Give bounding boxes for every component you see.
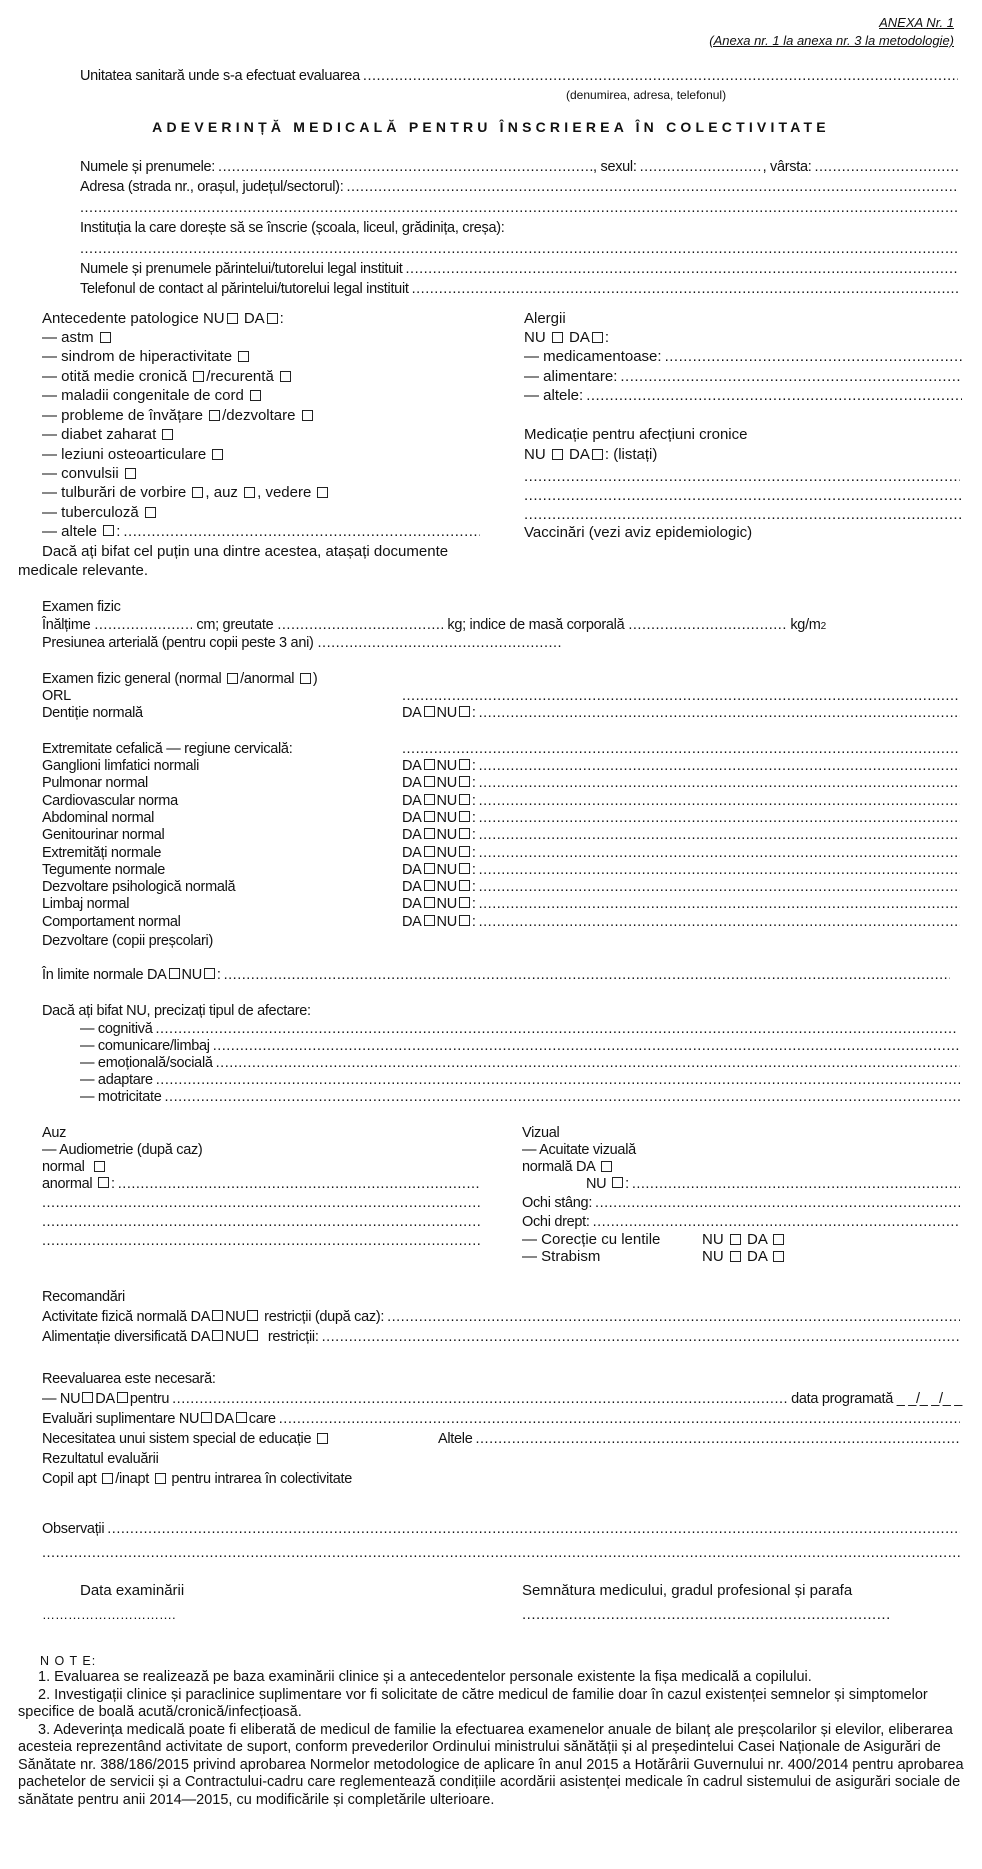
exam-row-label: Pulmonar normal [42,775,148,792]
activity-nu-checkbox[interactable] [247,1310,258,1321]
exam-row-input[interactable] [479,809,960,827]
special-education: Necesitatea unui sistem special de educație [42,1430,330,1448]
otitis-recurrent-checkbox[interactable] [280,371,291,382]
tb-checkbox[interactable] [145,507,156,518]
exam-da-checkbox[interactable] [424,863,435,874]
doctor-signature-input[interactable] [522,1606,890,1624]
exam-row-field: DA NU : ..... [402,861,960,879]
speech-checkbox[interactable] [192,487,203,498]
others-field: Altele ..... [438,1430,960,1448]
exam-row-input[interactable] [479,913,960,931]
strabism-choice: NU DA [702,1248,786,1266]
pathology-item-tb: — tuberculoză [42,504,158,522]
pathology-item-astm: — astm [42,329,113,347]
exam-row-input[interactable] [479,844,960,862]
doctor-signature-label: Semnătura medicului, gradul profesional și parafa [522,1582,853,1599]
address-input[interactable] [346,178,958,196]
orl-label: ORL [42,688,71,704]
general-exam-heading: Examen fizic general (normal /anormal ) [42,671,318,687]
vision-da-checkbox[interactable] [601,1161,612,1172]
parent-name-label: Numele și prenumele părintelui/tutorelui legal instituit [80,261,403,277]
observations-field: Observații ..... [42,1520,960,1538]
hearing-abnormal-checkbox[interactable] [98,1177,109,1188]
exam-row-label: Dezvoltare psihologică normală [42,879,236,896]
lens-label: — Corecție cu lentile [522,1231,661,1248]
impairment-adaptation: — adaptare ..... [80,1071,960,1089]
notes-heading: N O T E: [40,1654,97,1668]
exam-row-input[interactable] [479,792,960,810]
blood-pressure-input[interactable] [318,634,562,652]
document-title: ADEVERINȚĂ MEDICALĂ PENTRU ÎNSCRIEREA ÎN COLECTIVITATE [152,119,830,135]
acuity-label: — Acuitate vizuală [522,1142,636,1158]
exam-nu-checkbox[interactable] [459,828,470,839]
parent-phone-field [80,280,958,298]
allergy-food: — alimentare: ..... [524,368,962,386]
exam-da-checkbox[interactable] [424,776,435,787]
allergies-da-checkbox[interactable] [592,332,603,343]
pathology-item-learning: — probleme de învățare /dezvoltare [42,407,315,425]
extra-da-checkbox[interactable] [236,1412,247,1423]
exam-row-input[interactable] [479,826,960,844]
address-line-2[interactable] [80,199,958,217]
exam-nu-checkbox[interactable] [459,915,470,926]
pathology-item-disorders: — tulburări de vorbire , auz , vedere [42,484,330,502]
exam-da-checkbox[interactable] [424,846,435,857]
dentition-nu-checkbox[interactable] [459,706,470,717]
hearing-normal: normal [42,1158,107,1176]
exam-row-label: Limbaj normal [42,896,130,913]
medication-line-3[interactable] [524,506,962,524]
unfit-checkbox[interactable] [155,1473,166,1484]
recommendations-heading: Recomandări [42,1289,125,1305]
vision-nu-field: NU : ..... [586,1175,960,1193]
sex-label: , sexul: [593,159,637,175]
exam-row-field: DA NU : ..... [402,895,960,913]
blood-pressure-field: Presiunea arterială (pentru copii peste 3 ani) ..... [42,634,562,652]
exam-row-label: Comportament normal [42,913,181,930]
pathology-item-heart: — maladii congenitale de cord [42,387,263,405]
exam-date-input[interactable]: …………………………. [42,1607,176,1622]
activity-field: Activitate fizică normală DA NU restricții (după caz): ..... [42,1308,960,1326]
general-abnormal-checkbox[interactable] [300,673,311,684]
general-normal-checkbox[interactable] [227,673,238,684]
pathology-item-otitis: — otită medie cronică /recurentă [42,368,293,386]
osteo-checkbox[interactable] [212,449,223,460]
medication-heading: Medicație pentru afecțiuni cronice [524,426,748,443]
bmi-input[interactable] [628,616,786,634]
vision-checkbox[interactable] [317,487,328,498]
parent-phone-label: Telefonul de contact al părintelui/tutorelui legal instituit [80,281,409,297]
address-label: Adresa (strada nr., orașul, județul/sectorul): [80,179,344,195]
pathology-item-convulsions: — convulsii [42,465,138,483]
otitis-chronic-checkbox[interactable] [193,371,204,382]
fitness-field: Copil apt /inapt pentru intrarea în colectivitate [42,1471,353,1487]
exam-row-field: DA NU : ..... [402,792,960,810]
diabetes-checkbox[interactable] [162,429,173,440]
exam-da-checkbox[interactable] [424,828,435,839]
pathology-item-osteo: — leziuni osteoarticulare [42,446,225,464]
dentition-da-checkbox[interactable] [424,706,435,717]
age-label: , vârsta: [762,159,812,175]
exam-nu-checkbox[interactable] [459,759,470,770]
impairment-heading: Dacă ați bifat NU, precizați tipul de afectare: [42,1003,311,1019]
exam-row-label: Ganglioni limfatici normali [42,758,200,774]
exam-row-label: Extremități normale [42,844,162,861]
exam-row-input[interactable] [479,774,960,792]
limits-nu-checkbox[interactable] [204,968,215,979]
exam-row-field: DA NU : ..... [402,826,960,844]
exam-row-field: DA NU : ..... [402,844,960,862]
exam-da-checkbox[interactable] [424,794,435,805]
activity-da-checkbox[interactable] [212,1310,223,1321]
exam-nu-checkbox[interactable] [459,897,470,908]
physical-heading: Examen fizic [42,599,121,615]
institution-input[interactable] [80,240,958,258]
unit-input[interactable] [363,67,958,85]
impairment-emotional: — emoțională/socială ..... [80,1054,960,1072]
exam-da-checkbox[interactable] [424,880,435,891]
note-3: 3. Adeverința medicală poate fi eliberată de medicul de familie la efectuarea examenelor anuale de bilanț ale preșcolarilor și elevilor, eliberarea acesteia reprezentând activitate de suport, conform prevederilor Ordinului ministrului sănătății și al președintelui Casei Naționale de Asigurări de Sănătate nr. 388/186/2015 privind aprobarea Normelor metodologice de aplicare în anul 2015 a Hotărârii Guvernului nr. 400/2014 pentru aprobarea pachetelor de servicii și a Contractului-cadru care reglementează condițiile acordării asistenței medicale în cadrul sistemului de asigurări sociale de sănătate pentru anii 2014—2015, cu modificările și completările ulterioare. [18,1721,964,1808]
reevaluation-field: — NU DA pentru ..... data programată _ _/_ _/_ _ [42,1390,962,1408]
result-heading: Rezultatul evaluării [42,1451,159,1467]
pathology-item-diabetes: — diabet zaharat [42,426,175,444]
diet-da-checkbox[interactable] [212,1330,223,1341]
annex-subtitle: (Anexa nr. 1 la anexa nr. 3 la metodologie) [709,33,954,48]
dentition-field: DA NU : ..... [402,704,960,722]
limits-da-checkbox[interactable] [169,968,180,979]
name-input[interactable] [218,158,593,176]
strabism-da-checkbox[interactable] [773,1251,784,1262]
unit-label: Unitatea sanitară unde s-a efectuat evaluarea [80,68,360,84]
exam-row-field: DA NU : ..... [402,809,960,827]
reeval-da-checkbox[interactable] [117,1392,128,1403]
unit-hint: (denumirea, adresa, telefonul) [566,88,727,102]
extra-evaluations-field: Evaluări suplimentare NU DA care ..... [42,1410,960,1428]
institution-label: Instituția la care dorește să se înscrie (școala, liceul, grădinița, creșa): [80,220,505,236]
exam-nu-checkbox[interactable] [459,880,470,891]
pathology-note-2: medicale relevante. [18,562,149,579]
exam-nu-checkbox[interactable] [459,846,470,857]
vision-nu-checkbox[interactable] [612,1177,623,1188]
reeval-nu-checkbox[interactable] [82,1392,93,1403]
exam-row-field: DA NU : ..... [402,774,960,792]
vaccinations-label: Vaccinări (vezi aviz epidemiologic) [524,524,753,541]
note-2: 2. Investigații clinice și paraclinice suplimentare vor fi solicitate de către medicul de familie doar în cazul existenței semnelor și simptomelor specifice de boală acută/cronică/infecțioasă. [18,1686,928,1720]
weight-input[interactable] [277,616,443,634]
medication-line-1[interactable] [524,468,960,486]
exam-row-field: DA NU : ..... [402,757,960,775]
exam-row-label: Abdominal normal [42,809,155,826]
hearing-line-3[interactable] [42,1232,480,1250]
identity-row [80,158,958,176]
exam-nu-checkbox[interactable] [459,776,470,787]
exam-row-field: DA NU : ..... [402,913,960,931]
vision-heading: Vizual [522,1125,560,1141]
hearing-line-1[interactable] [42,1194,480,1212]
cephalic-label: Extremitate cefalică — regiune cervicală: [42,741,293,757]
allergy-other: — altele: ..... [524,387,962,405]
exam-da-checkbox[interactable] [424,897,435,908]
impairment-communication: — comunicare/limbaj ..... [80,1037,960,1055]
exam-row-label: Cardiovascular norma [42,792,178,809]
pathology-item-hyperactivity: — sindrom de hiperactivitate [42,348,251,366]
observations-line-2[interactable] [42,1544,962,1562]
allergies-choice: NU DA : [524,329,610,346]
pathology-item-other: — altele : ..... [42,523,480,541]
exam-row-input[interactable] [479,757,960,775]
astm-checkbox[interactable] [100,332,111,343]
vision-normal-da: normală DA [522,1158,614,1176]
exam-da-checkbox[interactable] [424,759,435,770]
age-input[interactable] [814,158,958,176]
strabism-nu-checkbox[interactable] [730,1251,741,1262]
allergies-nu-checkbox[interactable] [552,332,563,343]
cephalic-input[interactable] [402,740,960,758]
allergy-medication: — medicamentoase: ..... [524,348,962,366]
hearing-checkbox[interactable] [244,487,255,498]
medication-line-2[interactable] [524,487,962,505]
reeval-reason-input[interactable] [172,1390,787,1408]
learning-checkbox[interactable] [209,410,220,421]
parent-name-input[interactable] [406,260,958,278]
extra-nu-checkbox[interactable] [201,1412,212,1423]
diet-nu-checkbox[interactable] [247,1330,258,1341]
parent-phone-input[interactable] [412,280,958,298]
exam-row-input[interactable] [479,861,960,879]
orl-input[interactable] [402,687,960,705]
name-label: Numele și prenumele: [80,159,216,175]
pathology-nu-checkbox[interactable] [227,313,238,324]
scheduled-date-input[interactable]: _ _/_ _/_ _ [896,1391,962,1407]
heart-checkbox[interactable] [250,390,261,401]
medication-da-checkbox[interactable] [592,449,603,460]
note-1: 1. Evaluarea se realizează pe baza examinării clinice și a antecedentelor personale existente la fișa medicală a copilului. [38,1669,812,1685]
exam-nu-checkbox[interactable] [459,863,470,874]
development-checkbox[interactable] [302,410,313,421]
lens-da-checkbox[interactable] [773,1234,784,1245]
sex-input[interactable] [640,158,763,176]
special-education-checkbox[interactable] [317,1433,328,1444]
hearing-abnormal: anormal : ..... [42,1175,480,1193]
strabism-label: — Strabism [522,1248,601,1265]
other-checkbox[interactable] [103,525,114,536]
notes-list [18,1669,966,1809]
exam-nu-checkbox[interactable] [459,794,470,805]
exam-da-checkbox[interactable] [424,811,435,822]
height-input[interactable] [94,616,192,634]
audiometry-label: — Audiometrie (după caz) [42,1142,203,1158]
hearing-heading: Auz [42,1125,67,1141]
exam-nu-checkbox[interactable] [459,811,470,822]
pathology-da-checkbox[interactable] [267,313,278,324]
exam-da-checkbox[interactable] [424,915,435,926]
unit-field[interactable] [80,67,958,85]
lens-nu-checkbox[interactable] [730,1234,741,1245]
reevaluation-heading: Reevaluarea este necesară: [42,1371,216,1387]
normal-limits-field: În limite normale DA NU : ..... [42,966,950,984]
preschool-label: Dezvoltare (copii preșcolari) [42,933,213,949]
exam-row-input[interactable] [479,895,960,913]
medication-nu-checkbox[interactable] [552,449,563,460]
left-eye-field: Ochi stâng: ..... [522,1194,960,1212]
exam-row-input[interactable] [479,878,960,896]
impairment-cognitive: — cognitivă ..... [80,1020,958,1038]
exam-row-label: Tegumente normale [42,861,166,878]
fit-checkbox[interactable] [102,1473,113,1484]
exam-row-field: DA NU : ..... [402,878,960,896]
allergies-heading: Alergii [524,310,566,327]
parent-name-field [80,260,958,278]
annex-title: ANEXA Nr. 1 [879,15,954,30]
diet-field: Alimentație diversificată DA NU restricții: ..... [42,1328,960,1346]
hearing-line-2[interactable] [42,1213,480,1231]
exam-date-label: Data examinării [80,1582,185,1599]
medication-choice: NU DA : (listați) [524,446,658,463]
hyperactivity-checkbox[interactable] [238,351,249,362]
other-input[interactable] [123,523,480,541]
dentition-label: Dentiție normală [42,705,143,721]
exam-row-label: Genitourinar normal [42,827,165,844]
physical-measurements: Înălțime ..... cm; greutate ..... kg; indice de masă corporală ..... kg/m 2 [42,616,826,636]
right-eye-field: Ochi drept: ..... [522,1213,960,1231]
hearing-normal-checkbox[interactable] [94,1161,105,1172]
address-field [80,178,958,196]
lens-choice: NU DA [702,1231,786,1249]
pathology-heading: Antecedente patologice NU DA : [42,310,284,327]
impairment-motor: — motricitate ..... [80,1088,960,1106]
pathology-note-1: Dacă ați bifat cel puțin una dintre acestea, atașați documente [42,543,449,560]
convulsions-checkbox[interactable] [125,468,136,479]
